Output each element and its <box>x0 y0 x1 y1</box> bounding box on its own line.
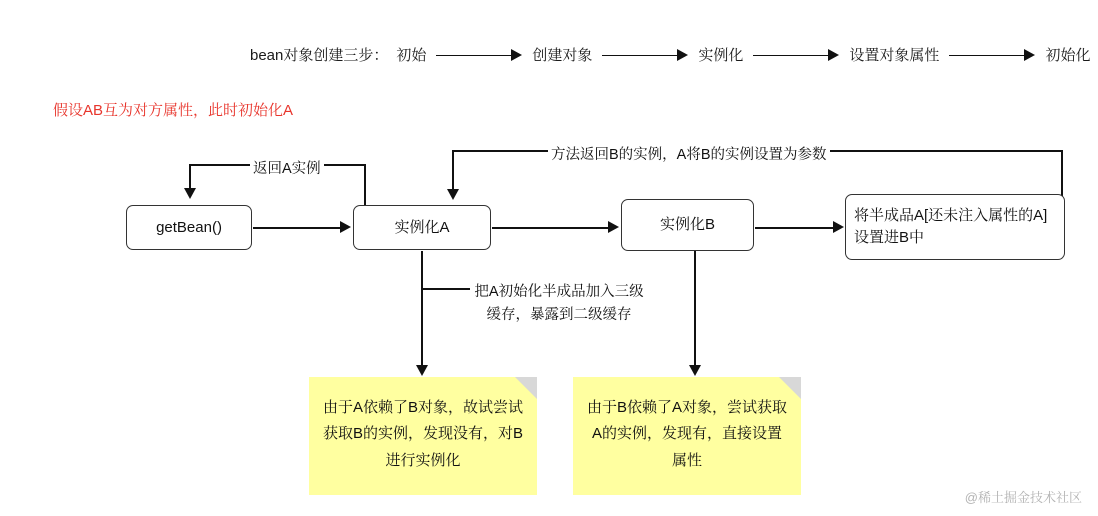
header-arrow-4-icon <box>949 49 1035 61</box>
header-step-3: 设置对象属性 <box>849 47 940 64</box>
header-arrow-1-icon <box>436 49 522 61</box>
node-get-bean-label: getBean() <box>156 218 222 236</box>
edge-insta-down-arrowhead-icon <box>416 365 428 376</box>
header-step-0: 初始 <box>396 47 427 64</box>
header-step-4: 初始化 <box>1045 47 1091 64</box>
edge-label-return-a: 返回A实例 <box>250 157 324 178</box>
edge-return-b-arrowhead-icon <box>447 189 459 200</box>
edge-return-a-vertical-right <box>364 164 366 206</box>
edge-insta-to-instb-arrowhead-icon <box>608 221 619 233</box>
sticky-fold-corner-icon <box>779 377 801 399</box>
edge-instb-to-semi-line <box>755 227 835 229</box>
assumption-note: 假设AB互为对方属性，此时初始化A <box>53 102 294 119</box>
node-instantiate-a-label: 实例化A <box>394 218 450 236</box>
edge-return-a-arrowhead-icon <box>184 188 196 199</box>
edge-getbean-to-insta-line <box>253 227 341 229</box>
edge-insta-to-instb-line <box>492 227 609 229</box>
node-instantiate-b[interactable] <box>621 199 754 251</box>
sticky-note-b-text: 由于B依赖了A对象，尝试获取A的实例，发现有，直接设置属性 <box>587 399 788 469</box>
header-step-1: 创建对象 <box>532 47 593 64</box>
header-steps <box>246 44 1094 65</box>
node-semi-product[interactable] <box>845 194 1065 260</box>
edge-insta-down-line <box>421 251 423 367</box>
header-step-2: 实例化 <box>698 47 744 64</box>
edge-return-b-vertical-left <box>452 150 454 191</box>
node-instantiate-b-label: 实例化B <box>659 216 715 234</box>
sticky-note-a <box>309 377 537 495</box>
edge-label-return-b: 方法返回B的实例，A将B的实例设置为参数 <box>548 143 830 164</box>
sticky-note-b <box>573 377 801 495</box>
edge-return-b-vertical-right <box>1061 150 1063 196</box>
edge-cache-branch-line <box>422 288 470 290</box>
sticky-fold-corner-icon <box>515 377 537 399</box>
node-semi-product-label: 将半成品A[还未注入属性的A]设置进B中 <box>854 207 1048 246</box>
node-instantiate-a[interactable] <box>353 205 491 250</box>
header-arrow-3-icon <box>753 49 839 61</box>
watermark: @稀土掘金技术社区 <box>964 490 1082 505</box>
edge-label-cache-note: 把A初始化半成品加入三级缓存，暴露到二级缓存 <box>474 284 644 324</box>
edge-instb-down-line <box>694 251 696 367</box>
node-get-bean[interactable] <box>126 205 252 250</box>
edge-return-a-vertical-left <box>189 164 191 190</box>
header-arrow-2-icon <box>602 49 688 61</box>
sticky-note-a-text: 由于A依赖了B对象，故试尝试获取B的实例，发现没有，对B进行实例化 <box>323 399 524 469</box>
edge-instb-down-arrowhead-icon <box>689 365 701 376</box>
header-prefix: bean对象创建三步： <box>250 47 389 64</box>
edge-instb-to-semi-arrowhead-icon <box>833 221 844 233</box>
edge-getbean-to-insta-arrowhead-icon <box>340 221 351 233</box>
